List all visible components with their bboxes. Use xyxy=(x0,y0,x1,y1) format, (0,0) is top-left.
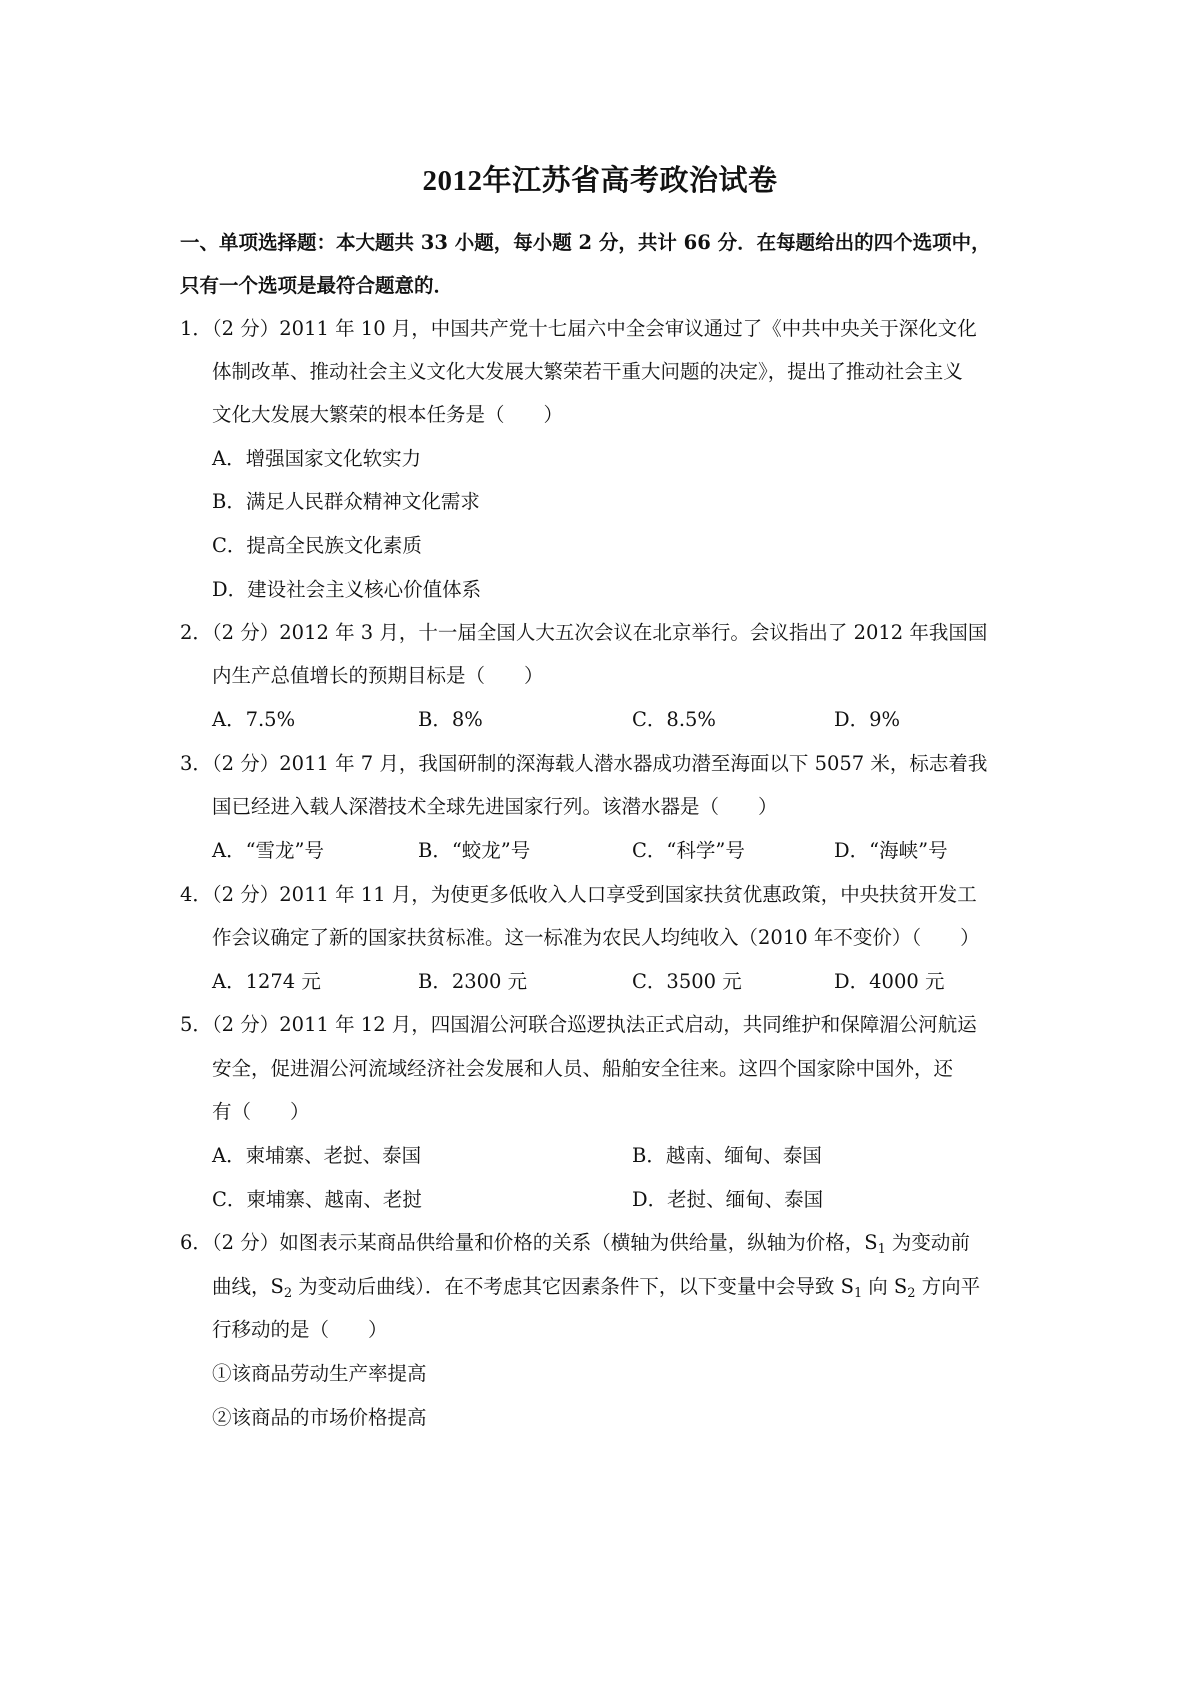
q1-stem-line-3: 文化大发展大繁荣的根本任务是（ ） xyxy=(212,403,564,426)
q4-option-c: C．3500 元 xyxy=(632,970,742,993)
q3-option-d: D．“海峡”号 xyxy=(834,839,948,862)
q1-option-c: C．提高全民族文化素质 xyxy=(212,534,422,557)
q6-line2-subscript-3: 2 xyxy=(907,1286,916,1301)
q6-line2-text-c: 向 S xyxy=(868,1275,908,1298)
section-heading-line-2: 只有一个选项是最符合题意的． xyxy=(180,274,454,297)
q2-option-c: C．8.5% xyxy=(632,708,716,731)
q6-stem-line-1 xyxy=(180,1229,970,1257)
q1-option-a: A．增强国家文化软实力 xyxy=(212,447,422,470)
q5-option-d: D．老挝、缅甸、泰国 xyxy=(632,1188,824,1211)
q3-option-c: C．“科学”号 xyxy=(632,839,745,862)
q5-stem-line-3: 有（ ） xyxy=(212,1100,310,1123)
q6-line2-subscript-2: 1 xyxy=(853,1286,863,1301)
q6-line1-subscript: 1 xyxy=(877,1242,886,1257)
q2-stem-line-1: 2．（2 分）2012 年 3 月，十一届全国人大五次会议在北京举行。会议指出了 2012 年我国国 xyxy=(180,621,988,644)
q5-option-c: C．柬埔寨、越南、老挝 xyxy=(212,1188,422,1211)
q6-line2-text-b: 为变动后曲线）．在不考虑其它因素条件下，以下变量中会导致 S xyxy=(298,1275,854,1298)
q1-option-d: D．建设社会主义核心价值体系 xyxy=(212,578,482,601)
q3-stem-line-1: 3．（2 分）2011 年 7 月，我国研制的深海载人潜水器成功潜至海面以下 5057 米，标志着我 xyxy=(180,752,988,775)
q2-option-b: B．8% xyxy=(418,708,483,731)
q6-item-1: ①该商品劳动生产率提高 xyxy=(212,1362,427,1385)
q6-line2-text-d: 方向平 xyxy=(921,1275,981,1298)
q5-stem-line-2: 安全，促进湄公河流域经济社会发展和人员、船舶安全往来。这四个国家除中国外，还 xyxy=(212,1057,954,1080)
q6-line2-text-a: 曲线，S xyxy=(212,1275,284,1298)
q1-stem-line-1: 1．（2 分）2011 年 10 月，中国共产党十七届六中全会审议通过了《中共中央关于深化文化 xyxy=(180,317,977,340)
q3-option-a: A．“雪龙”号 xyxy=(212,839,325,862)
section-heading-line-1: 一、单项选择题：本大题共 33 小题，每小题 2 分，共计 66 分．在每题给出的四个选项中， xyxy=(180,231,991,254)
q1-stem-line-2: 体制改革、推动社会主义文化大发展大繁荣若干重大问题的决定》，提出了推动社会主义 xyxy=(212,360,963,383)
q2-option-d: D．9% xyxy=(834,708,901,731)
q6-line1-text-b: 为变动前 xyxy=(891,1231,970,1254)
q4-stem-line-2: 作会议确定了新的国家扶贫标准。这一标准为农民人均纯收入（2010 年不变价）（ ） xyxy=(212,926,980,949)
q4-option-a: A．1274 元 xyxy=(212,970,321,993)
q6-line1-text-a: 6．（2 分）如图表示某商品供给量和价格的关系（横轴为供给量，纵轴为价格，S xyxy=(180,1231,878,1254)
page-title: 2012年江苏省高考政治试卷 xyxy=(422,165,778,197)
q3-option-b: B．“蛟龙”号 xyxy=(418,839,531,862)
q2-stem-line-2: 内生产总值增长的预期目标是（ ） xyxy=(212,664,544,687)
q1-option-b: B．满足人民群众精神文化需求 xyxy=(212,490,480,513)
q4-option-b: B．2300 元 xyxy=(418,970,528,993)
q4-stem-line-1: 4．（2 分）2011 年 11 月，为使更多低收入人口享受到国家扶贫优惠政策，中央扶贫开发工 xyxy=(180,883,977,906)
q6-stem-line-2 xyxy=(212,1273,980,1301)
q4-option-d: D．4000 元 xyxy=(834,970,945,993)
q6-item-2: ②该商品的市场价格提高 xyxy=(212,1406,427,1429)
q5-option-b: B．越南、缅甸、泰国 xyxy=(632,1144,822,1167)
q5-stem-line-1: 5．（2 分）2011 年 12 月，四国湄公河联合巡逻执法正式启动，共同维护和保障湄公河航运 xyxy=(180,1013,977,1036)
q2-option-a: A．7.5% xyxy=(212,708,296,731)
q5-option-a: A．柬埔寨、老挝、泰国 xyxy=(212,1144,422,1167)
q3-stem-line-2: 国已经进入载人深潜技术全球先进国家行列。该潜水器是（ ） xyxy=(212,795,778,818)
q6-line2-subscript-1: 2 xyxy=(283,1286,293,1301)
q6-stem-line-3: 行移动的是（ ） xyxy=(212,1318,388,1341)
